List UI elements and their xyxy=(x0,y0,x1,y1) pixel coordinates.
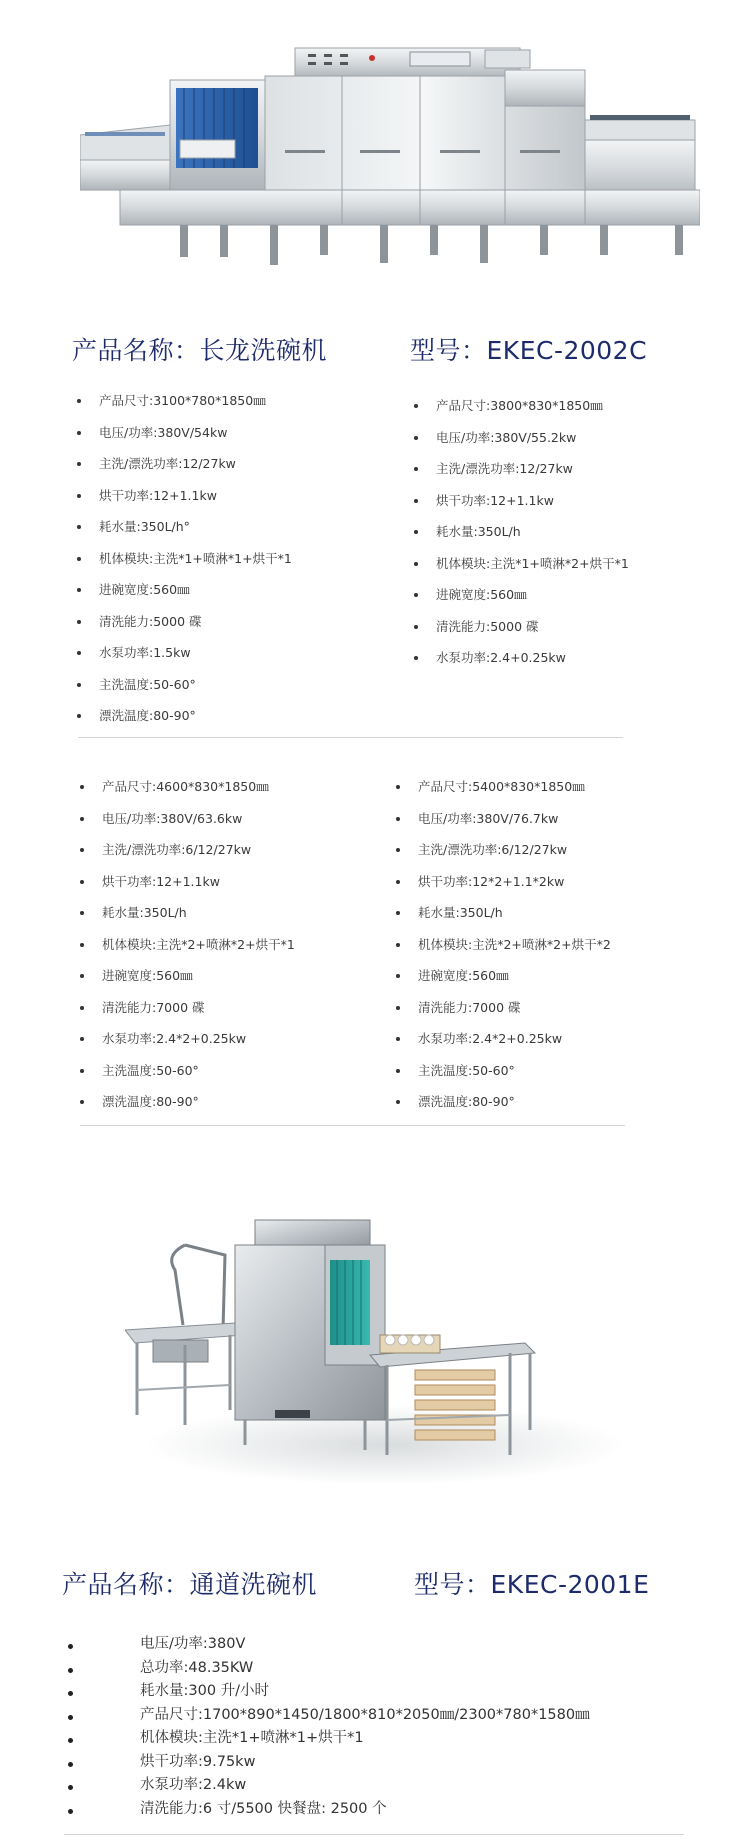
spec-item: 机体模块:主洗*1+喷淋*2+烘干*1 xyxy=(414,548,629,580)
spec-item: 产品尺寸:4600*830*1850㎜ xyxy=(80,771,295,803)
conveyor-dishwasher-image xyxy=(80,40,700,280)
spec-item: 烘干功率:12+1.1kw xyxy=(80,866,295,898)
spec-item: 清洗能力:7000 碟 xyxy=(80,992,295,1024)
spec-item: 耗水量:300 升/小时 xyxy=(64,1680,590,1704)
spec-item: 产品尺寸:3800*830*1850㎜ xyxy=(414,390,629,422)
spec-item: 电压/功率:380V/76.7kw xyxy=(396,803,611,835)
spec-item: 耗水量:350L/h xyxy=(396,897,611,929)
spec-item: 清洗能力:5000 碟 xyxy=(77,606,292,638)
spec-item: 主洗/漂洗功率:12/27kw xyxy=(77,448,292,480)
spec-item: 烘干功率:9.75kw xyxy=(64,1751,590,1775)
product-model-heading: 型号：EKEC-2002C xyxy=(410,336,648,365)
spec-item: 电压/功率:380V/54kw xyxy=(77,417,292,449)
section-divider xyxy=(80,1125,625,1126)
section-divider xyxy=(64,1834,684,1835)
spec-item: 机体模块:主洗*2+喷淋*2+烘干*2 xyxy=(396,929,611,961)
spec-item: 烘干功率:12*2+1.1*2kw xyxy=(396,866,611,898)
spec-item: 电压/功率:380V xyxy=(64,1633,590,1657)
spec-item: 清洗能力:6 寸/5500 快餐盘: 2500 个 xyxy=(64,1798,590,1822)
spec-item: 电压/功率:380V/63.6kw xyxy=(80,803,295,835)
spec-item: 耗水量:350L/h° xyxy=(77,511,292,543)
spec-item: 产品尺寸:3100*780*1850㎜ xyxy=(77,385,292,417)
spec-item: 耗水量:350L/h xyxy=(80,897,295,929)
spec-item: 主洗温度:50-60° xyxy=(77,669,292,701)
spec-item: 电压/功率:380V/55.2kw xyxy=(414,422,629,454)
spec-item: 进碗宽度:560㎜ xyxy=(396,960,611,992)
product2-model-heading: 型号：EKEC-2001E xyxy=(414,1570,650,1599)
spec-item: 漂洗温度:80-90° xyxy=(80,1086,295,1118)
product2-name-heading: 产品名称：通道洗碗机 xyxy=(62,1570,318,1599)
spec-item: 机体模块:主洗*2+喷淋*2+烘干*1 xyxy=(80,929,295,961)
spec-item: 漂洗温度:80-90° xyxy=(77,700,292,732)
spec-item: 耗水量:350L/h xyxy=(414,516,629,548)
product2-spec-list xyxy=(64,1633,590,1821)
spec-item: 水泵功率:2.4kw xyxy=(64,1774,590,1798)
spec-item: 烘干功率:12+1.1kw xyxy=(77,480,292,512)
spec-item: 进碗宽度:560㎜ xyxy=(414,579,629,611)
spec-item: 水泵功率:2.4*2+0.25kw xyxy=(396,1023,611,1055)
spec-item: 主洗温度:50-60° xyxy=(80,1055,295,1087)
spec-item: 产品尺寸:1700*890*1450/1800*810*2050㎜/2300*780*1580㎜ xyxy=(64,1704,590,1728)
section-divider xyxy=(78,737,623,738)
spec-item: 机体模块:主洗*1+喷淋*1+烘干*1 xyxy=(64,1727,590,1751)
spec-item: 主洗/漂洗功率:12/27kw xyxy=(414,453,629,485)
spec-item: 进碗宽度:560㎜ xyxy=(77,574,292,606)
spec-item: 清洗能力:7000 碟 xyxy=(396,992,611,1024)
spec-list-left-bottom xyxy=(80,771,295,1118)
spec-list-right-top xyxy=(414,390,629,674)
spec-item: 水泵功率:2.4+0.25kw xyxy=(414,642,629,674)
product-name-heading: 产品名称：长龙洗碗机 xyxy=(72,336,328,365)
spec-item: 主洗/漂洗功率:6/12/27kw xyxy=(396,834,611,866)
spec-item: 机体模块:主洗*1+喷淋*1+烘干*1 xyxy=(77,543,292,575)
spec-item: 漂洗温度:80-90° xyxy=(396,1086,611,1118)
spec-list-left-top xyxy=(77,385,292,732)
spec-item: 水泵功率:2.4*2+0.25kw xyxy=(80,1023,295,1055)
spec-item: 主洗温度:50-60° xyxy=(396,1055,611,1087)
spec-list-right-bottom xyxy=(396,771,611,1118)
spec-item: 水泵功率:1.5kw xyxy=(77,637,292,669)
spec-item: 产品尺寸:5400*830*1850㎜ xyxy=(396,771,611,803)
pass-through-dishwasher-image xyxy=(125,1215,625,1505)
spec-item: 烘干功率:12+1.1kw xyxy=(414,485,629,517)
spec-item: 总功率:48.35KW xyxy=(64,1657,590,1681)
spec-item: 清洗能力:5000 碟 xyxy=(414,611,629,643)
spec-item: 进碗宽度:560㎜ xyxy=(80,960,295,992)
spec-item: 主洗/漂洗功率:6/12/27kw xyxy=(80,834,295,866)
